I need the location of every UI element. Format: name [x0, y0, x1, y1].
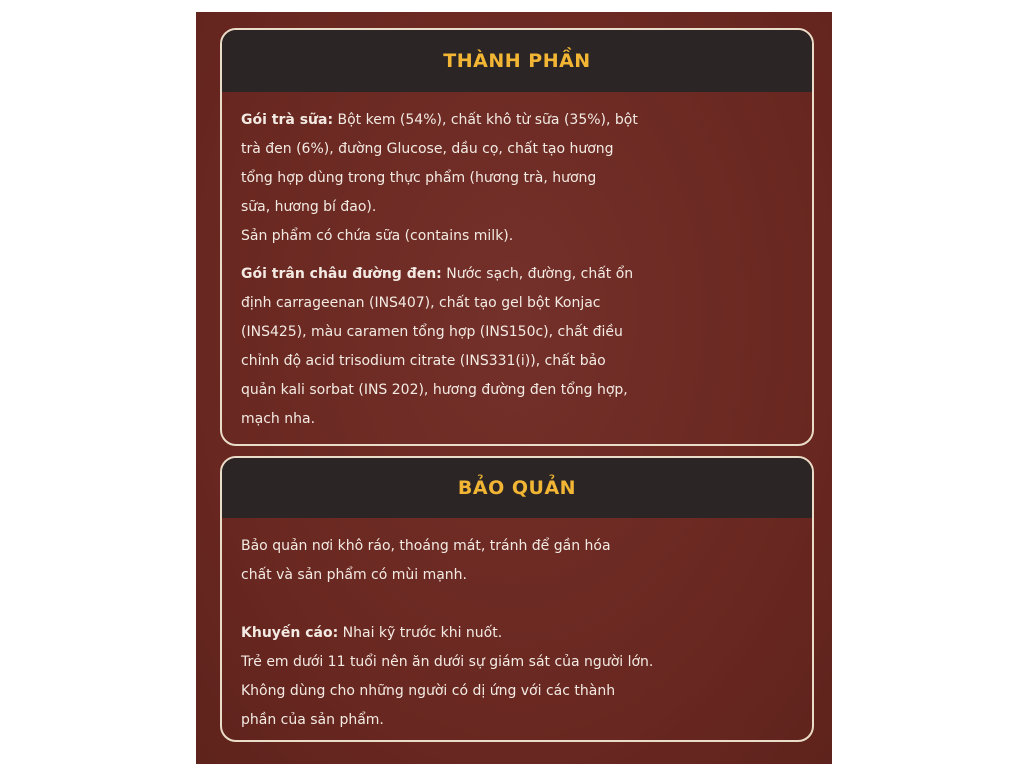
storage-line-2: chất và sản phẩm có mùi mạnh. [241, 567, 468, 583]
milk-tea-label: Gói trà sữa: [241, 112, 334, 128]
pearls-line-2: định carrageenan (INS407), chất tạo gel bột Konjac [241, 295, 601, 311]
milk-tea-line-1 [241, 106, 794, 135]
product-label-board [196, 12, 832, 764]
storage-panel [220, 456, 814, 742]
warning-text-1: Nhai kỹ trước khi nuốt. [338, 625, 503, 641]
warning-line-3: Không dùng cho những người có dị ứng với các thành [241, 683, 616, 699]
pearls-line-3: (INS425), màu caramen tổng hợp (INS150c), chất điều [241, 324, 623, 340]
storage-body [222, 518, 812, 735]
ingredients-panel [220, 28, 814, 446]
pearls-text-1: Nước sạch, đường, chất ổn [441, 266, 634, 282]
storage-line-1: Bảo quản nơi khô ráo, thoáng mát, tránh để gần hóa [241, 538, 611, 554]
milk-tea-line-3: tổng hợp dùng trong thực phẩm (hương trà, hương [241, 170, 597, 186]
milk-tea-paragraph [241, 106, 794, 251]
pearls-line-1 [241, 260, 794, 289]
warning-paragraph [241, 619, 794, 735]
milk-tea-line-4: sữa, hương bí đao). [241, 199, 377, 215]
ingredients-header [222, 30, 812, 92]
warning-line-2: Trẻ em dưới 11 tuổi nên ăn dưới sự giám sát của người lớn. [241, 654, 654, 670]
ingredients-title: THÀNH PHẦN [443, 50, 591, 72]
pearls-label: Gói trân châu đường đen: [241, 266, 442, 282]
milk-tea-text-1: Bột kem (54%), chất khô từ sữa (35%), bột [333, 112, 638, 128]
milk-tea-line-5: Sản phẩm có chứa sữa (contains milk). [241, 228, 514, 244]
storage-header [222, 458, 812, 518]
storage-title: BẢO QUẢN [457, 477, 577, 499]
pearls-line-6: mạch nha. [241, 411, 316, 427]
pearls-line-5: quản kali sorbat (INS 202), hương đường đen tổng hợp, [241, 382, 628, 398]
warning-label: Khuyến cáo: [241, 625, 339, 641]
milk-tea-line-2: trà đen (6%), đường Glucose, dầu cọ, chất tạo hương [241, 141, 614, 157]
warning-line-1 [241, 619, 794, 648]
pearls-paragraph [241, 260, 794, 434]
pearls-line-4: chỉnh độ acid trisodium citrate (INS331(i)), chất bảo [241, 353, 606, 369]
ingredients-body [222, 92, 812, 434]
storage-instructions [241, 532, 794, 590]
warning-line-4: phần của sản phẩm. [241, 712, 384, 728]
